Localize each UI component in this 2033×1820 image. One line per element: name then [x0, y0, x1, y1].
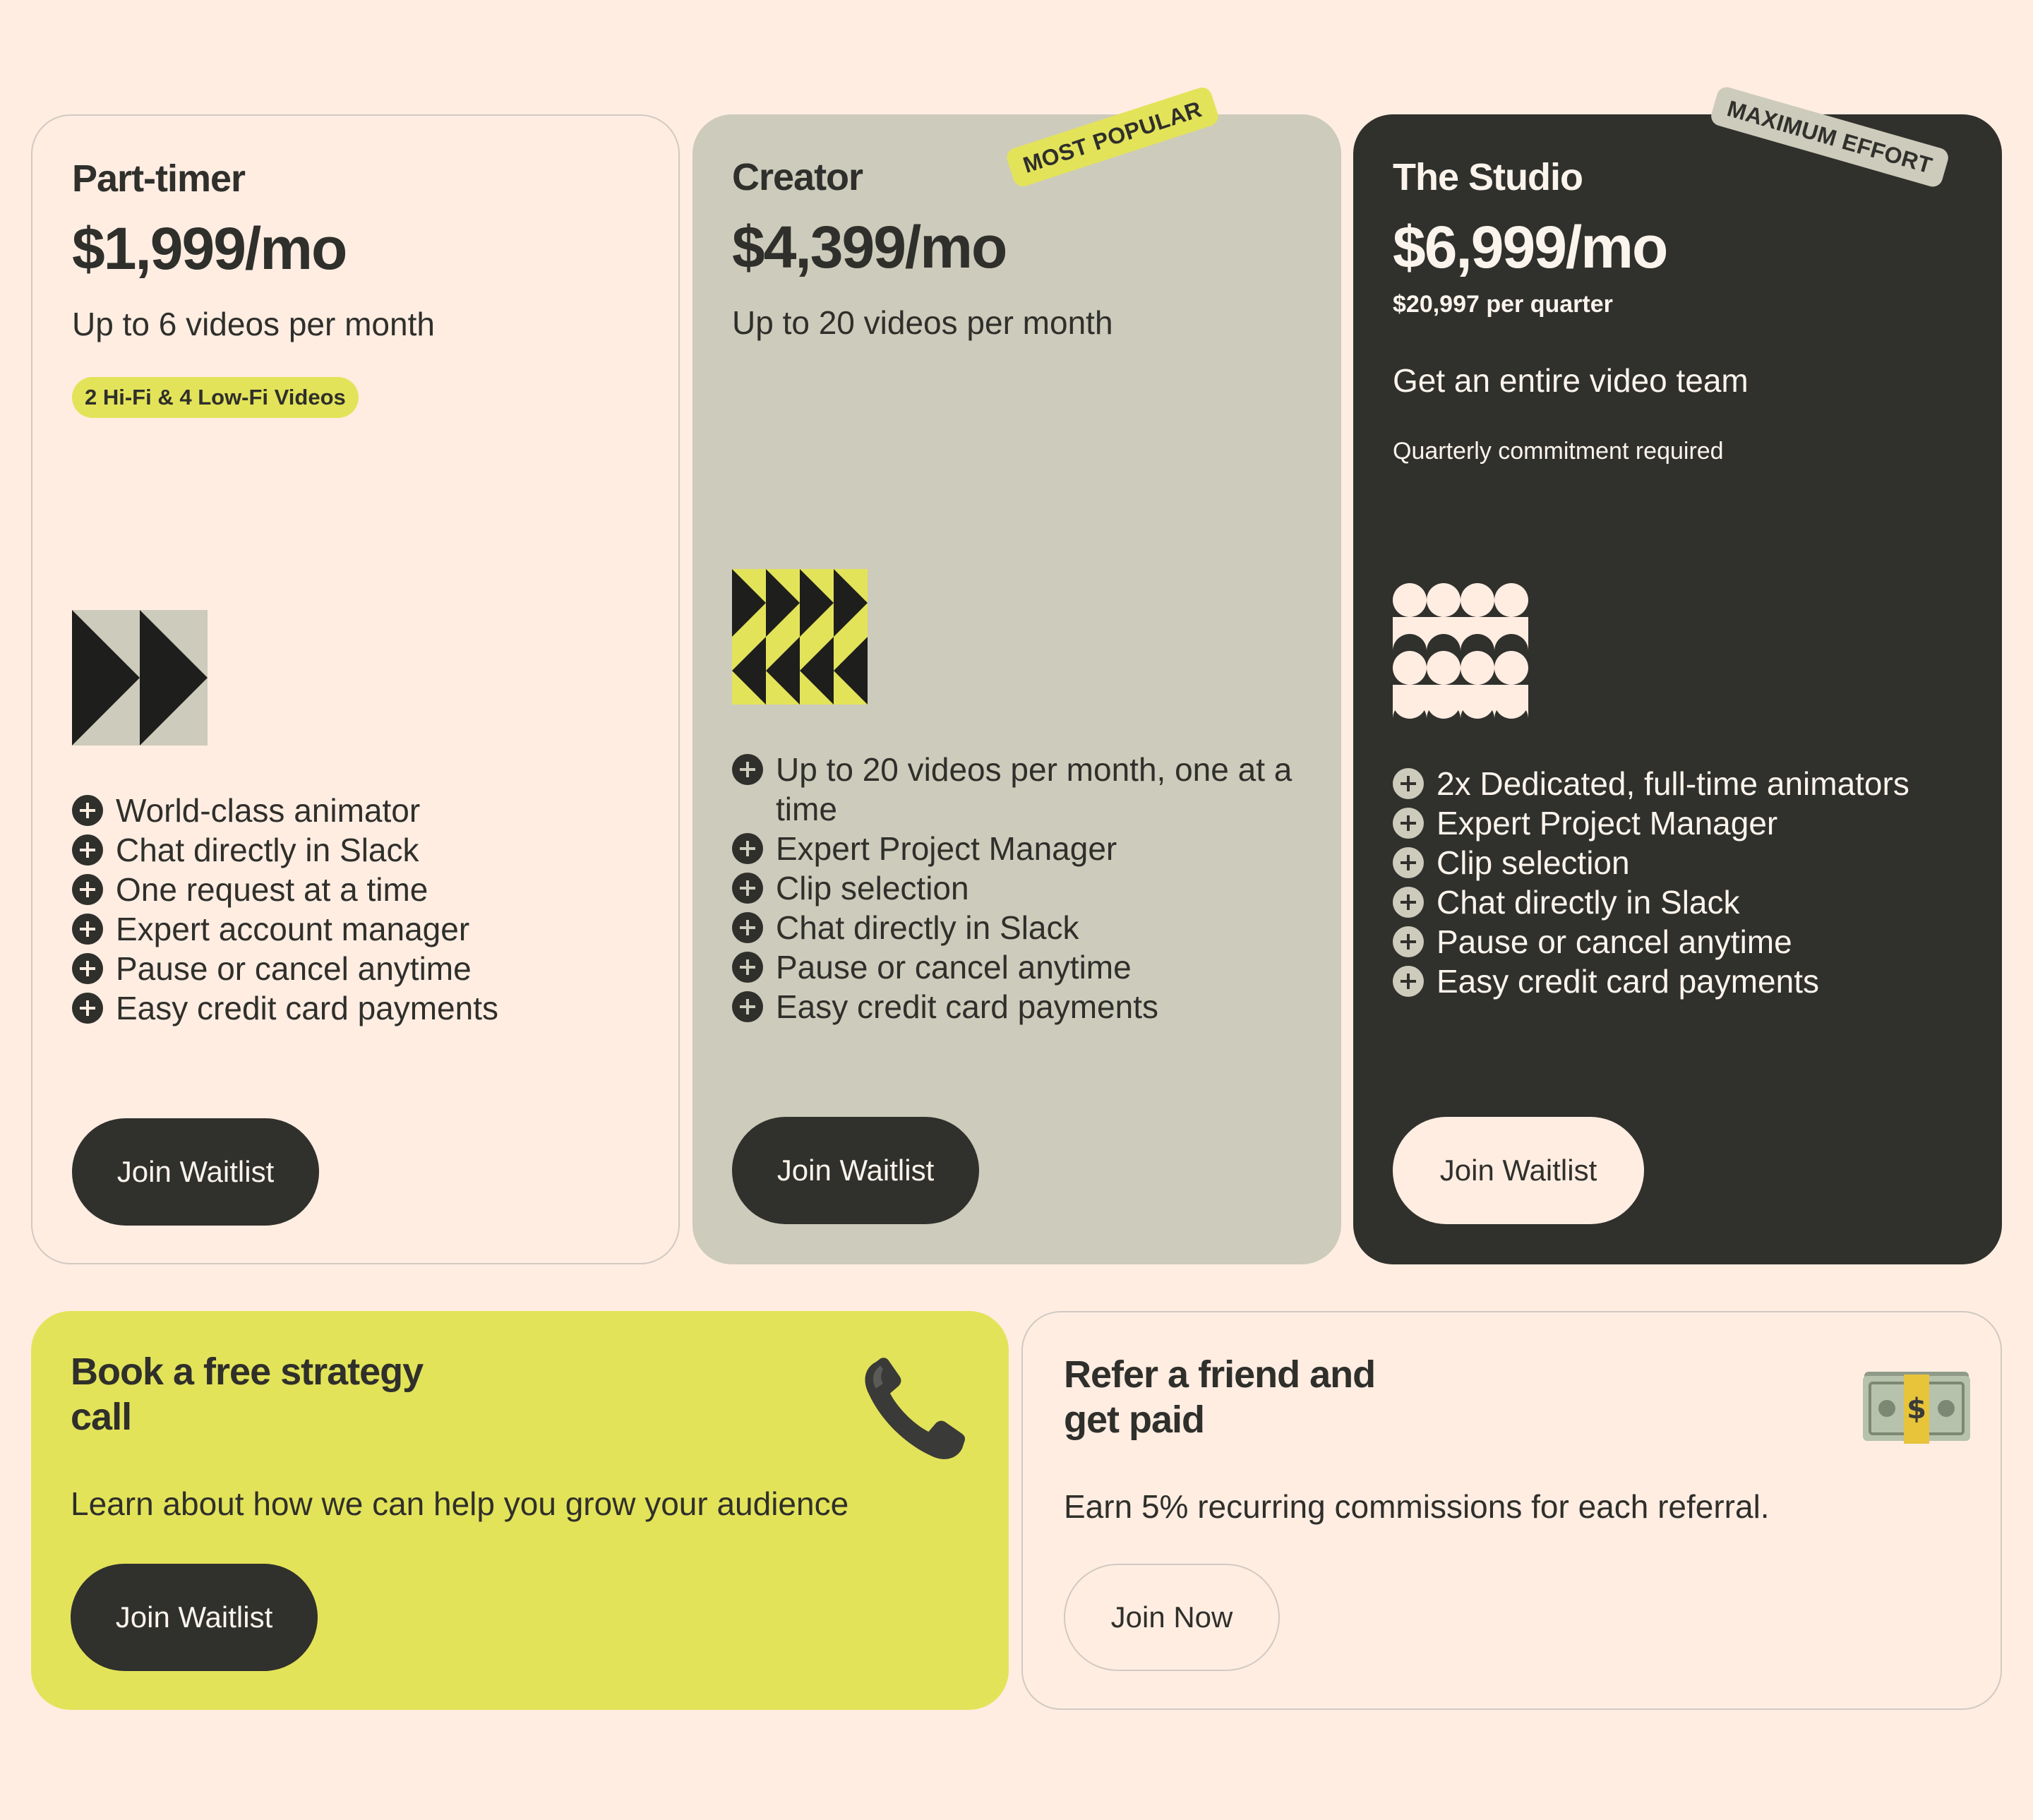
join-waitlist-button[interactable]: Join Waitlist [732, 1117, 979, 1224]
plus-icon [732, 952, 763, 983]
plan-subtitle: Up to 20 videos per month [732, 304, 1113, 341]
plus-icon [1393, 808, 1424, 839]
arrow-pattern-icon [732, 569, 868, 705]
plan-price: $1,999/mo [72, 215, 347, 282]
feature-item: Expert Project Manager [732, 829, 1311, 868]
maximum-effort-tag: MAXIMUM EFFORT [1709, 85, 1951, 189]
plus-icon [1393, 966, 1424, 997]
plus-icon [1393, 926, 1424, 957]
feature-item: Pause or cancel anytime [1393, 922, 1972, 962]
feature-item: Easy credit card payments [1393, 962, 1972, 1001]
plus-icon [732, 873, 763, 904]
feature-list [732, 750, 1311, 1026]
feature-item: Chat directly in Slack [72, 830, 651, 870]
plus-icon [732, 833, 763, 864]
plus-icon [1393, 847, 1424, 878]
most-popular-tag: MOST POPULAR [1004, 85, 1221, 188]
plan-name: Part-timer [72, 157, 246, 200]
plan-subtitle: Up to 6 videos per month [72, 306, 435, 342]
plus-icon [1393, 768, 1424, 799]
plan-badge: 2 Hi-Fi & 4 Low-Fi Videos [72, 377, 359, 418]
plan-name: Creator [732, 156, 863, 198]
plus-icon [72, 953, 103, 984]
fast-forward-icon [72, 610, 208, 746]
money-icon [1860, 1362, 1973, 1447]
referral-card [1021, 1311, 2002, 1710]
feature-item: Chat directly in Slack [1393, 882, 1972, 922]
feature-item: Easy credit card payments [732, 987, 1311, 1026]
plus-icon [72, 993, 103, 1024]
feature-item: Up to 20 videos per month, one at a time [732, 750, 1311, 829]
feature-item: Pause or cancel anytime [72, 949, 651, 988]
plus-icon [732, 754, 763, 785]
plan-quarterly-price: $20,997 per quarter [1393, 291, 1613, 318]
strategy-call-card [31, 1311, 1009, 1710]
plus-icon [72, 795, 103, 826]
plus-icon [732, 912, 763, 943]
plan-note: Quarterly commitment required [1393, 438, 1724, 465]
svg-text:$: $ [1907, 1393, 1926, 1425]
join-waitlist-button[interactable]: Join Waitlist [1393, 1117, 1644, 1224]
promo-title: Book a free strategy call [71, 1351, 424, 1438]
feature-item: World-class animator [72, 791, 651, 830]
feature-item: Easy credit card payments [72, 988, 651, 1028]
feature-item: Clip selection [732, 868, 1311, 908]
feature-item: Clip selection [1393, 843, 1972, 882]
plus-icon [1393, 887, 1424, 918]
promo-title: Refer a friend and get paid [1064, 1353, 1376, 1441]
join-now-button[interactable]: Join Now [1064, 1564, 1280, 1671]
phone-icon [854, 1348, 974, 1468]
plan-tagline: Get an entire video team [1393, 362, 1749, 399]
feature-item: Chat directly in Slack [732, 908, 1311, 947]
join-waitlist-button[interactable]: Join Waitlist [71, 1564, 318, 1671]
plan-price: $6,999/mo [1393, 214, 1667, 280]
feature-item: Expert Project Manager [1393, 803, 1972, 843]
plus-icon [72, 834, 103, 866]
plan-card-studio [1353, 95, 2002, 1264]
feature-item: Pause or cancel anytime [732, 947, 1311, 987]
plan-card-creator [692, 96, 1341, 1264]
circle-pattern-icon [1393, 583, 1528, 719]
promo-text: Earn 5% recurring commissions for each referral. [1064, 1488, 1770, 1525]
plan-name: The Studio [1393, 156, 1583, 198]
join-waitlist-button[interactable]: Join Waitlist [72, 1118, 319, 1226]
feature-item: 2x Dedicated, full-time animators [1393, 764, 1972, 803]
feature-list [72, 791, 651, 1028]
plus-icon [72, 874, 103, 905]
feature-list [1393, 764, 1972, 1001]
plus-icon [72, 914, 103, 945]
plus-icon [732, 991, 763, 1022]
promo-text: Learn about how we can help you grow your audience [71, 1485, 849, 1522]
feature-item: Expert account manager [72, 909, 651, 949]
feature-item: One request at a time [72, 870, 651, 909]
plan-price: $4,399/mo [732, 214, 1007, 280]
plan-card-part-timer [31, 114, 680, 1264]
